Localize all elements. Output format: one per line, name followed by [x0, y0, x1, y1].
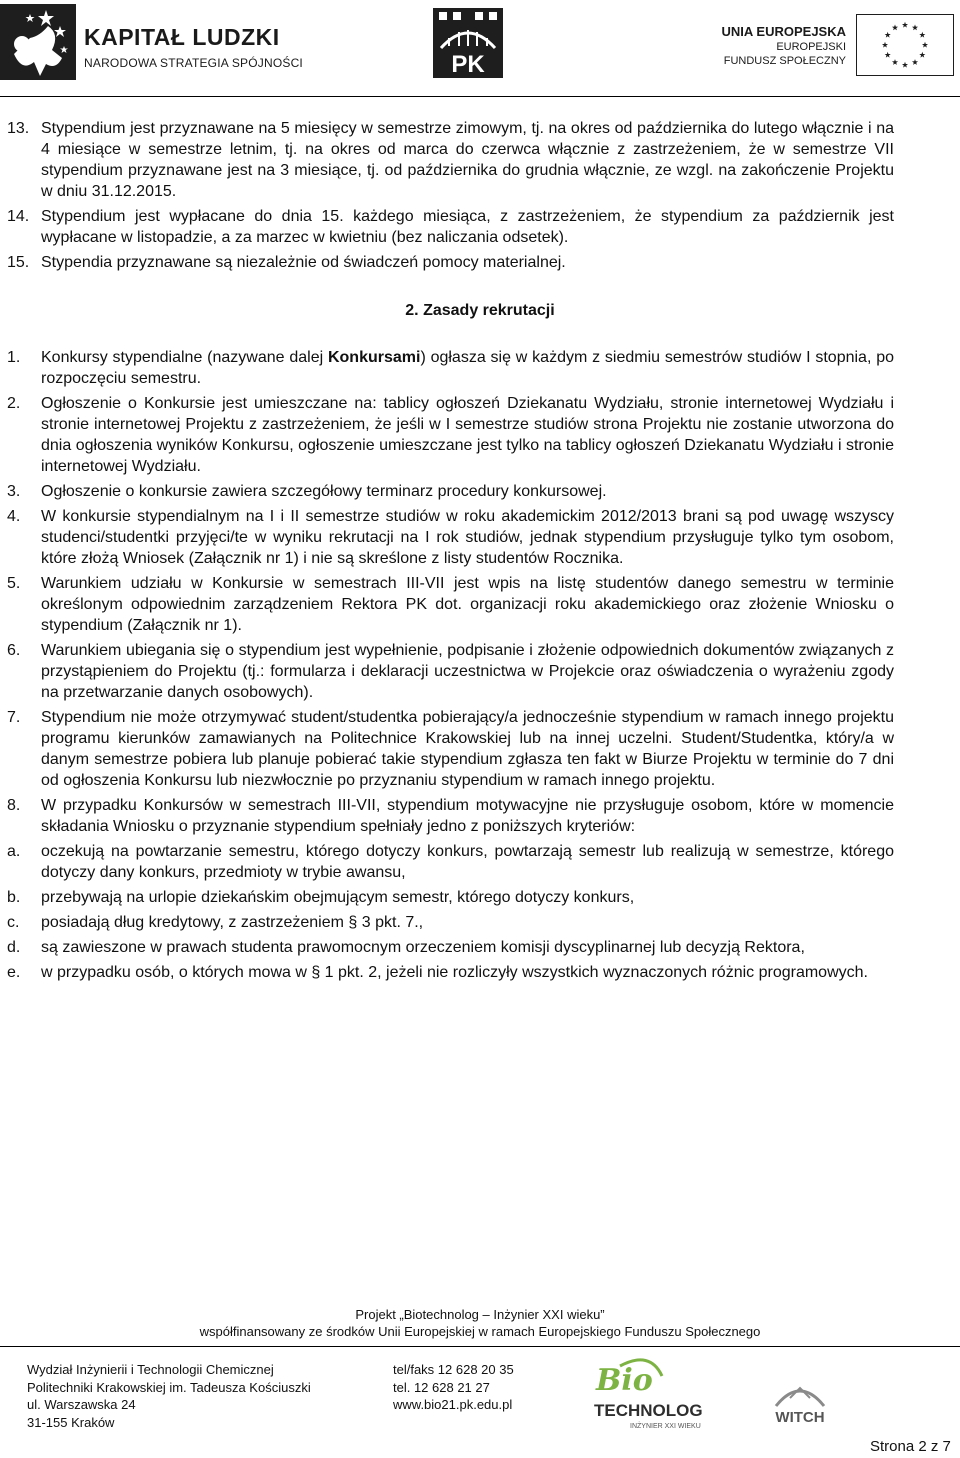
section-title: 2. Zasady rekrutacji — [405, 302, 555, 319]
list-item — [0, 887, 960, 908]
item-number: a. — [7, 843, 21, 860]
list-item — [0, 912, 960, 933]
list-item — [0, 393, 960, 477]
footer-project-line2: współfinansowany ze środków Unii Europejskiej w ramach Europejskiego Funduszu Społecznego — [199, 1324, 761, 1339]
eu-efs-logo — [664, 14, 954, 76]
item-number: 6. — [7, 642, 21, 659]
item-text: przebywają na urlopie dziekańskim obejmującym semestr, którego dotyczy konkurs, — [41, 889, 635, 906]
item-text: Ogłoszenie o konkursie zawiera szczegółowy terminarz procedury konkursowej. — [41, 483, 607, 500]
kapital-ludzki-logo — [0, 4, 303, 80]
list-item — [0, 707, 960, 791]
item-number: b. — [7, 889, 21, 906]
item-text-bold: Konkursami — [327, 349, 421, 366]
item-number: e. — [7, 964, 21, 981]
footer-divider — [0, 1346, 960, 1347]
item-text: W przypadku Konkursów w semestrach III-VII, stypendium motywacyjne nie przysługuje osobom, które w momencie składania Wniosku o przyznanie stypendium spełniały jedno z poniższych kryteriów: — [41, 797, 894, 835]
witch-logo-text: WITCH — [775, 1409, 825, 1426]
footer-contact — [393, 1361, 514, 1414]
bio-logo-technolog: TECHNOLOG — [594, 1401, 703, 1420]
item-text: posiadają dług kredytowy, z zastrzeżeniem § 3 pkt. 7., — [41, 914, 424, 931]
contact-phone: tel. 12 628 21 27 — [393, 1379, 490, 1395]
contact-website[interactable]: www.bio21.pk.edu.pl — [393, 1397, 513, 1412]
list-item — [0, 347, 960, 389]
eu-line3: FUNDUSZ SPOŁECZNY — [723, 55, 846, 67]
item-number: 15. — [7, 254, 30, 271]
document-body — [0, 118, 960, 987]
item-text: Ogłoszenie o Konkursie jest umieszczane na: tablicy ogłoszeń Dziekanatu Wydziału, stronie internetowej Wydziału i stronie internetowej Projektu z zastrzeżeniem, że jeśli w I semestrze studiów strona Projektu nie zostanie utworzona do dnia ogłoszenia wyników Konkursu, ogłoszenie umieszczane jest tylko na tablicy ogłoszeń Dziekanatu Wydziału i stronie internetowej Wydziału. — [41, 395, 894, 475]
item-text: w przypadku osób, o których mowa w § 1 pkt. 2, jeżeli nie rozliczyły wszystkich wyznaczonych różnic programowych. — [41, 964, 868, 981]
footer-project — [0, 1306, 960, 1340]
contact-phone-fax: tel/faks 12 628 20 35 — [393, 1362, 514, 1377]
address-line: Wydział Inżynierii i Technologii Chemicznej — [27, 1362, 274, 1377]
list-item — [0, 841, 960, 883]
item-text-before: Konkursy stypendialne (nazywane dalej — [41, 349, 328, 366]
item-text: Warunkiem udziału w Konkursie w semestrach III-VII jest wpis na listę studentów danego semestru w terminie określonym odpowiednim zarządzeniem Rektora PK dot. organizacji roku akademickiego oraz złożenie Wniosku o stypendium (Załącznik nr 1). — [41, 575, 894, 634]
item-text-after: ) ogłasza się w każdym z siedmiu semestrów studiów I stopnia, po rozpoczęciu semestru. — [41, 349, 894, 387]
biotechnolog-logo — [590, 1356, 714, 1434]
kapital-ludzki-subtitle: NARODOWA STRATEGIA SPÓJNOŚCI — [84, 56, 303, 70]
list-item — [0, 795, 960, 837]
list-item — [0, 481, 960, 502]
item-number: 14. — [7, 208, 30, 225]
item-number: 8. — [7, 797, 21, 814]
list-item — [0, 206, 960, 248]
item-text: Warunkiem ubiegania się o stypendium jest wypełnienie, podpisanie i złożenie odpowiednich dokumentów związanych z przystąpieniem do Projektu (tj.: formularza i deklaracji uczestnictwa w Projekcie oraz oświadczenia o wyrażeniu zgody na przetwarzanie danych osobowych). — [41, 642, 894, 701]
eu-flag-icon — [856, 14, 954, 76]
item-number: c. — [7, 914, 20, 931]
item-number: d. — [7, 939, 21, 956]
list-item — [0, 640, 960, 703]
item-number: 1. — [7, 349, 21, 366]
item-text: Stypendium jest przyznawane na 5 miesięcy w semestrze zimowym, tj. na okres od października do lutego włącznie i na 4 miesiące w semestrze letnim, tj. na okres od marca do czerwca włącznie z zastrzeżeniem, że w semestrze VII stypendium przyznawane jest na 3 miesiące, tj. od października do grudnia włącznie, ze wzgl. na zakończenie Projektu w dniu 31.12.2015. — [41, 120, 894, 200]
page-number: Strona 2 z 7 — [870, 1438, 951, 1455]
item-number: 4. — [7, 508, 21, 525]
list-item — [0, 252, 960, 273]
item-text: są zawieszone w prawach studenta prawomocnym orzeczeniem komisji dyscyplinarnej lub decyzją Rektora, — [41, 939, 805, 956]
item-text: Stypendium jest wypłacane do dnia 15. każdego miesiąca, z zastrzeżeniem, że stypendium za październik jest wypłacane w listopadzie, a za marzec w kwietniu (bez naliczania odsetek). — [41, 208, 894, 246]
address-line: 31-155 Kraków — [27, 1414, 115, 1430]
list-item — [0, 118, 960, 202]
item-number: 7. — [7, 709, 21, 726]
eu-line2: EUROPEJSKI — [776, 41, 846, 53]
item-number: 2. — [7, 395, 21, 412]
pk-logo-text: PK — [451, 51, 485, 78]
kapital-ludzki-emblem-icon — [0, 4, 76, 80]
footer-project-line1: Projekt „Biotechnolog – Inżynier XXI wieku” — [355, 1307, 605, 1322]
kapital-ludzki-title: KAPITAŁ LUDZKI — [84, 24, 280, 50]
item-number: 3. — [7, 483, 21, 500]
footer-address — [27, 1361, 311, 1431]
address-line: Politechniki Krakowskiej im. Tadeusza Kościuszki — [27, 1379, 311, 1395]
list-item — [0, 506, 960, 569]
item-number: 5. — [7, 575, 21, 592]
item-text: oczekują na powtarzanie semestru, którego dotyczy konkurs, powtarzają semestr lub realizują w semestrze, którego dotyczy dany konkurs, przedmioty w trybie awansu, — [41, 843, 894, 881]
bio-logo-sub: INŻYNIER XXI WIEKU — [630, 1423, 701, 1430]
list-item — [0, 573, 960, 636]
eu-line1: UNIA EUROPEJSKA — [721, 24, 846, 39]
header-divider — [0, 96, 960, 97]
item-text: W konkursie stypendialnym na I i II semestrze studiów w roku akademickim 2012/2013 brani są pod uwagę wszyscy studenci/studentki przyjęci/te w wyniku rekrutacji na I rok studiów, jednak stypendium przysługuje tylko tym osobom, które złożą Wniosek (Załącznik nr 1) i nie są skreślone z listy studentów Rocznika. — [41, 508, 894, 567]
address-line: ul. Warszawska 24 — [27, 1397, 136, 1412]
page-header — [0, 0, 960, 88]
item-text: Stypendium nie może otrzymywać student/studentka pobierający/a jednocześnie stypendium w ramach innego projektu programu kierunków zamawianych na Politechnice Krakowskiej lub na innej uczelni. Student/Studentka, który/a w danym semestrze pobiera lub planuje pobierać takie stypendium zgłasza ten fakt w Biurze Projektu w terminie do 7 dni od ogłoszenia Konkursu lub niezwłocznie po przyznaniu stypendium w ramach innego projektu. — [41, 709, 894, 789]
list-item — [0, 937, 960, 958]
item-number: 13. — [7, 120, 30, 137]
item-text: Stypendia przyznawane są niezależnie od świadczeń pomocy materialnej. — [41, 254, 566, 271]
list-item — [0, 962, 960, 983]
witch-logo — [756, 1376, 844, 1428]
politechnika-krakowska-logo — [433, 8, 503, 78]
bio-logo-bio: Bio — [596, 1363, 653, 1398]
